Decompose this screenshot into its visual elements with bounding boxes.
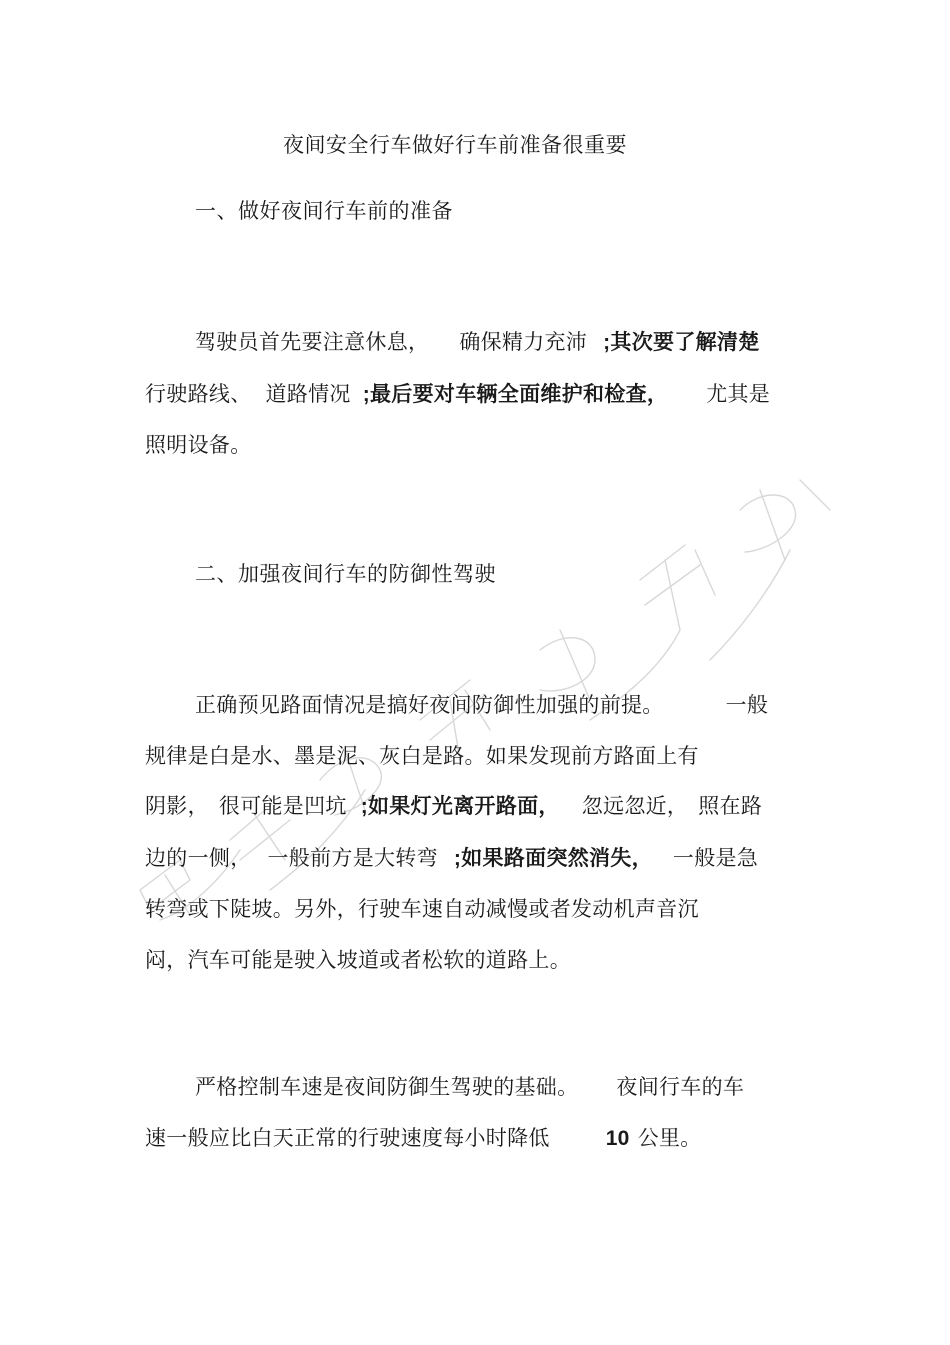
paragraph-preparation <box>145 317 810 471</box>
paragraph-line: 照明设备。 <box>145 433 252 457</box>
section-heading-1: 一、做好夜间行车前的准备 <box>195 199 453 223</box>
paragraph-line: 驾驶员首先要注意休息， 确保精力充沛 ;其次要了解清楚 <box>195 330 760 354</box>
paragraph-line: 规律是白是水、墨是泥、灰白是路。如果发现前方路面上有 <box>145 743 699 768</box>
section-heading-2: 二、加强夜间行车的防御性驾驶 <box>195 562 496 586</box>
paragraph-line: 边的一侧， 一般前方是大转弯 ;如果路面突然消失， 一般是急 <box>145 845 759 870</box>
paragraph-road-judgment <box>145 680 810 985</box>
paragraph-line: 转弯或下陡坡。另外，行驶车速自动减慢或者发动机声音沉 <box>145 897 699 921</box>
paragraph-line: 行驶路线、 道路情况 ;最后要对车辆全面维护和检查， 尤其是 <box>145 381 771 406</box>
paragraph-line: 正确预见路面情况是搞好夜间防御性加强的前提。 一般 <box>195 693 769 717</box>
paragraph-speed-control <box>145 1062 810 1164</box>
document-title: 夜间安全行车做好行车前准备很重要 <box>283 133 627 157</box>
paragraph-line: 严格控制车速是夜间防御生驾驶的基础。 夜间行车的车 <box>195 1075 745 1099</box>
speed-reduction-value: 10 <box>605 1126 630 1150</box>
paragraph-line: 速一般应比白天正常的行驶速度每小时降低 10 公里。 <box>145 1125 702 1150</box>
paragraph-line: 闷，汽车可能是驶入坡道或者松软的道路上。 <box>145 947 571 972</box>
paragraph-line: 阴影， 很可能是凹坑 ;如果灯光离开路面， 忽远忽近， 照在路 <box>145 794 763 818</box>
